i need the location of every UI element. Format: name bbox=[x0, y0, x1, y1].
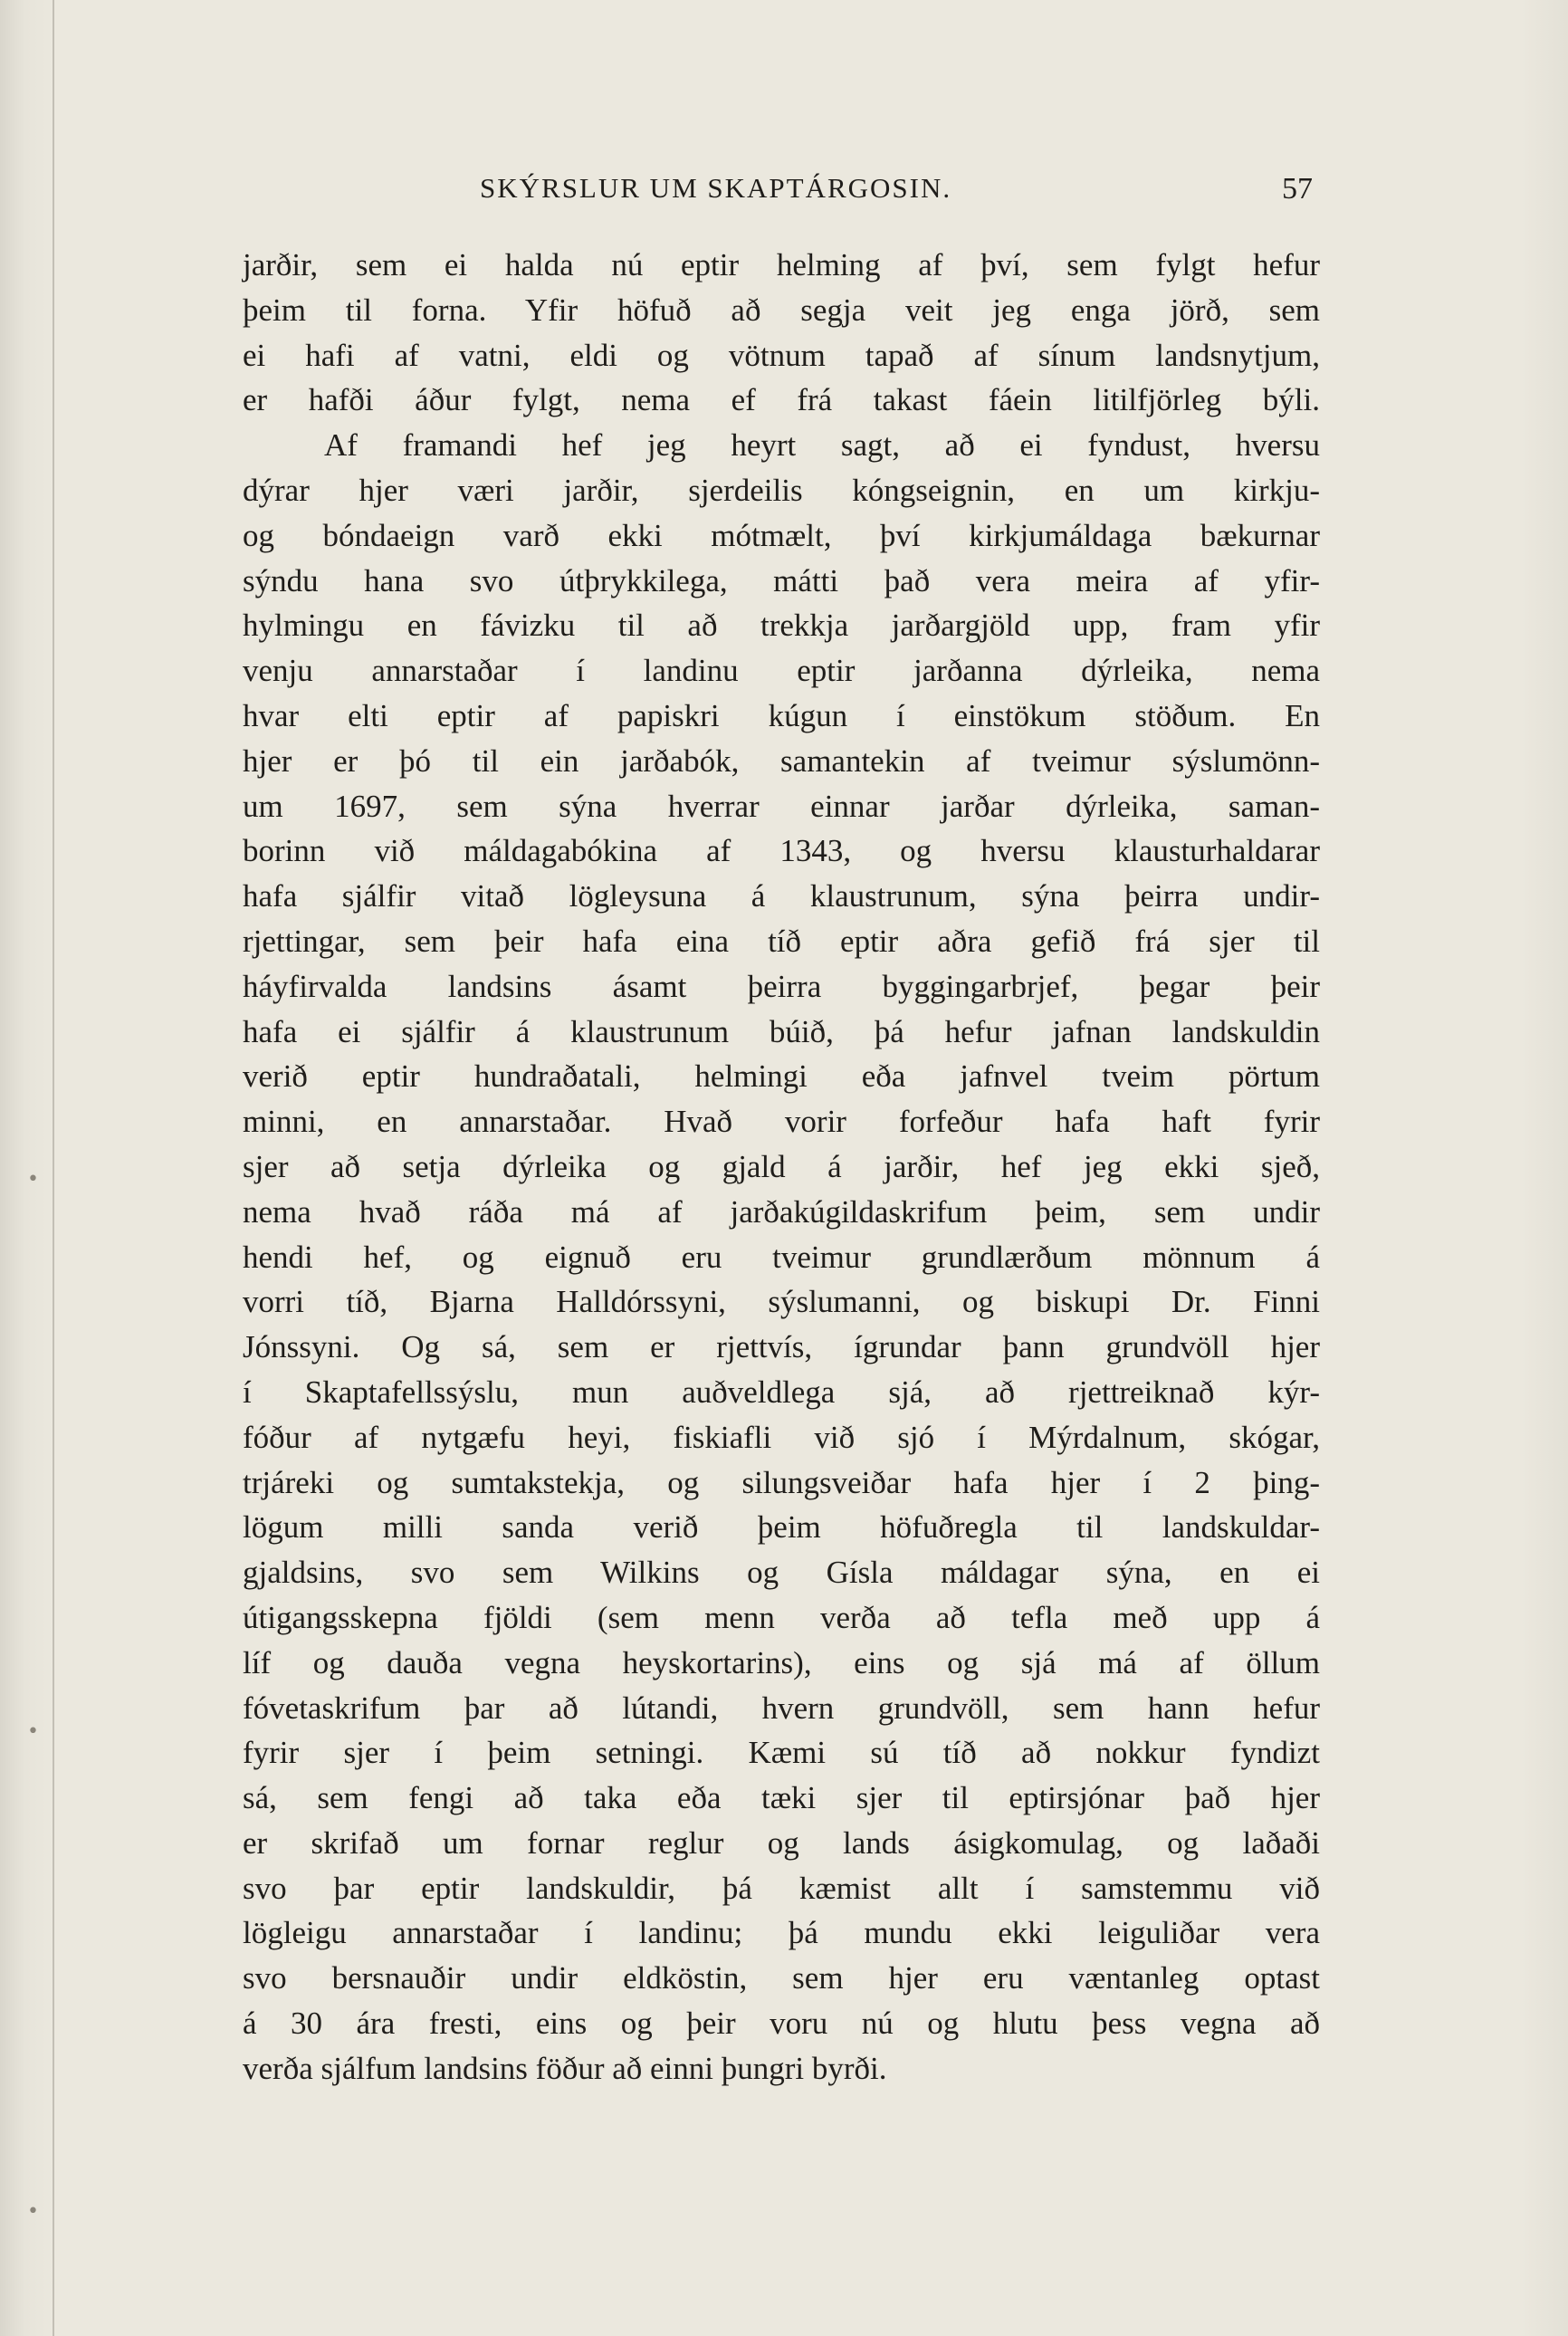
text-line: minni, en annarstaðar. Hvað vorir forfeður hafa haft fyrir bbox=[243, 1104, 1320, 1140]
text-line: hjer er þó til ein jarðabók, samantekin af tveimur sýslumönn- bbox=[243, 742, 1320, 779]
margin-mark-icon: • bbox=[27, 1720, 39, 1743]
text-line: fóvetaskrifum þar að lútandi, hvern grundvöll, sem hann hefur bbox=[243, 1690, 1320, 1726]
text-line: hafa sjálfir vitað lögleysuna á klaustrunum, sýna þeirra undir- bbox=[243, 878, 1320, 914]
text-line: þeim til forna. Yfir höfuð að segja veit jeg enga jörð, sem bbox=[243, 292, 1320, 328]
text-line: Af framandi hef jeg heyrt sagt, að ei fyndust, hversu bbox=[324, 427, 1320, 464]
text-line: gjaldsins, svo sem Wilkins og Gísla máldagar sýna, en ei bbox=[243, 1555, 1320, 1591]
running-head-title: SKÝRSLUR UM SKAPTÁRGOSIN. bbox=[480, 172, 952, 204]
text-line: sjer að setja dýrleika og gjald á jarðir, hef jeg ekki sjeð, bbox=[243, 1148, 1320, 1184]
text-line: fyrir sjer í þeim setningi. Kæmi sú tíð að nokkur fyndizt bbox=[243, 1735, 1320, 1771]
text-line: lögum milli sanda verið þeim höfuðregla til landskuldar- bbox=[243, 1509, 1320, 1546]
text-line: líf og dauða vegna heyskortarins), eins og sjá má af öllum bbox=[243, 1644, 1320, 1680]
binding-edge bbox=[53, 0, 54, 2336]
text-line: jarðir, sem ei halda nú eptir helming af því, sem fylgt hefur bbox=[243, 247, 1320, 282]
text-line: verða sjálfum landsins föður að einni þungri byrði. bbox=[243, 2050, 887, 2086]
text-line: er skrifað um fornar reglur og lands ásigkomulag, og laðaði bbox=[243, 1824, 1320, 1861]
text-line: Jónssyni. Og sá, sem er rjettvís, ígrundar þann grundvöll hjer bbox=[243, 1329, 1320, 1365]
text-line: á 30 ára fresti, eins og þeir voru nú og hlutu þess vegna að bbox=[243, 2006, 1320, 2042]
margin-mark-icon: • bbox=[27, 1168, 39, 1191]
body-text bbox=[243, 243, 1320, 2092]
text-line: fóður af nytgæfu heyi, fiskiafli við sjó í Mýrdalnum, skógar, bbox=[243, 1419, 1320, 1455]
text-line: verið eptir hundraðatali, helmingi eða jafnvel tveim pörtum bbox=[243, 1058, 1320, 1095]
text-line: ei hafi af vatni, eldi og vötnum tapað af sínum landsnytjum, bbox=[243, 337, 1320, 373]
text-line: sýndu hana svo útþrykkilega, mátti það vera meira af yfir- bbox=[243, 562, 1320, 598]
text-line: venju annarstaðar í landinu eptir jarðanna dýrleika, nema bbox=[243, 653, 1320, 689]
text-line: svo þar eptir landskuldir, þá kæmist allt í samstemmu við bbox=[243, 1870, 1320, 1906]
text-line: er hafði áður fylgt, nema ef frá takast fáein litilfjörleg býli. bbox=[243, 382, 1320, 418]
text-line: svo bersnauðir undir eldköstin, sem hjer eru væntanleg optast bbox=[243, 1960, 1320, 1996]
page-number: 57 bbox=[1282, 172, 1313, 206]
text-line: og bóndaeign varð ekki mótmælt, því kirkjumáldaga bækurnar bbox=[243, 517, 1320, 553]
text-line: trjáreki og sumtakstekja, og silungsveiðar hafa hjer í 2 þing- bbox=[243, 1464, 1320, 1500]
text-line: hylmingu en fávizku til að trekkja jarðargjöld upp, fram yfir bbox=[243, 608, 1320, 644]
running-head bbox=[244, 172, 1313, 208]
text-line: lögleigu annarstaðar í landinu; þá mundu ekki leiguliðar vera bbox=[243, 1915, 1320, 1951]
text-line: nema hvað ráða má af jarðakúgildaskrifum þeim, sem undir bbox=[243, 1193, 1320, 1230]
text-line: vorri tíð, Bjarna Halldórssyni, sýslumanni, og biskupi Dr. Finni bbox=[243, 1284, 1320, 1320]
text-line: um 1697, sem sýna hverrar einnar jarðar dýrleika, saman- bbox=[243, 788, 1320, 824]
text-line: hvar elti eptir af papiskri kúgun í einstökum stöðum. En bbox=[243, 697, 1320, 733]
text-line: sá, sem fengi að taka eða tæki sjer til eptirsjónar það hjer bbox=[243, 1780, 1320, 1816]
text-line: dýrar hjer væri jarðir, sjerdeilis kóngseignin, en um kirkju- bbox=[243, 472, 1320, 508]
text-line: rjettingar, sem þeir hafa eina tíð eptir aðra gefið frá sjer til bbox=[243, 923, 1320, 959]
text-line: í Skaptafellssýslu, mun auðveldlega sjá, að rjettreiknað kýr- bbox=[243, 1374, 1320, 1410]
margin-mark-icon: • bbox=[27, 2200, 39, 2223]
text-line: útigangsskepna fjöldi (sem menn verða að tefla með upp á bbox=[243, 1599, 1320, 1635]
text-line: hafa ei sjálfir á klaustrunum búið, þá hefur jafnan landskuldin bbox=[243, 1013, 1320, 1049]
text-line: háyfirvalda landsins ásamt þeirra byggingarbrjef, þegar þeir bbox=[243, 968, 1320, 1004]
text-line: borinn við máldagabókina af 1343, og hversu klausturhaldarar bbox=[243, 833, 1320, 869]
text-line: hendi hef, og eignuð eru tveimur grundlærðum mönnum á bbox=[243, 1239, 1320, 1275]
